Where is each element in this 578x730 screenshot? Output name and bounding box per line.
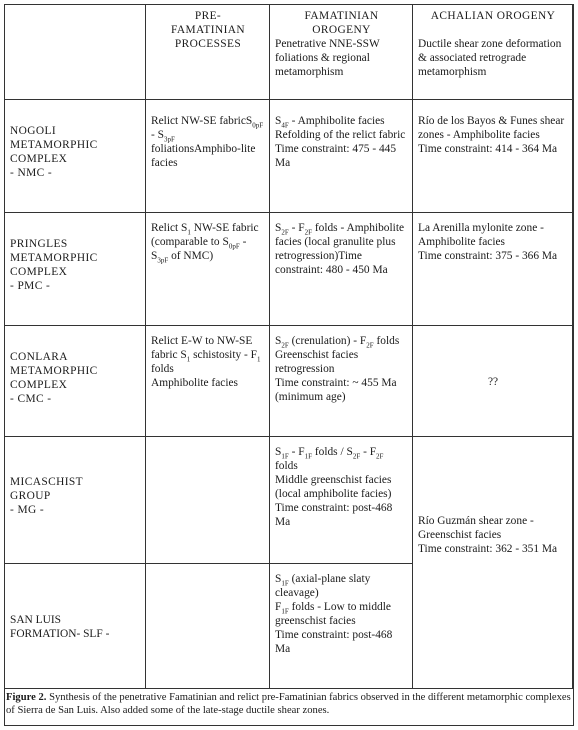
cell-pre-slf: [146, 564, 270, 689]
cell-fam-pmc: $S_{2F} - F_{2F}$ folds - Amphibolite facies (local granulite plus retrogression)Time constraint: 480 - 450 Ma: [270, 213, 413, 326]
figure-caption: [6, 691, 572, 717]
row-label-pmc: PRINGLES METAMORPHIC COMPLEX - PMC -: [5, 213, 146, 326]
cell-pre-pmc: Relict $S_1$ NW-SE fabric (comparable to $S_{0pF} - S_{3pF}$ of NMC): [146, 213, 270, 326]
row-label-nmc: NOGOLI METAMORPHIC COMPLEX - NMC -: [5, 100, 146, 213]
header-pre-famatinian: PRE- FAMATINIAN PROCESSES: [146, 5, 270, 100]
caption-label: Figure 2.: [6, 692, 47, 703]
cell-fam-cmc: $S_{2F}$ (crenulation) - $F_{2F}$ folds Greenschist facies retrogression Time constraint: ~ 455 Ma (minimum age): [270, 326, 413, 437]
cell-ach-mg-slf: Río Guzmán shear zone - Greenschist facies Time constraint: 362 - 351 Ma: [413, 437, 573, 689]
cell-fam-nmc: $S_{4F}$ - Amphibolite facies Refolding of the relict fabric Time constraint: 475 - 445 Ma: [270, 100, 413, 213]
cell-ach-pmc: La Arenilla mylonite zone - Amphibolite facies Time constraint: 375 - 366 Ma: [413, 213, 573, 326]
cell-fam-slf: $S_{1F}$ (axial-plane slaty cleavage) $F_{1F}$ folds - Low to middle greenschist facies Time constraint: post-468 Ma: [270, 564, 413, 689]
header-achalian: [413, 5, 573, 100]
table-row: [5, 437, 573, 564]
cell-fam-mg: $S_{1F} - F_{1F}$ folds / $S_{2F} - F_{2F}$ folds Middle greenschist facies (local amphibolite facies) Time constraint: post-468 Ma: [270, 437, 413, 564]
header-empty-cell: [5, 5, 146, 100]
cell-ach-cmc: ??: [413, 326, 573, 437]
header-row: [5, 5, 573, 100]
header-famatinian-title: FAMATINIAN OROGENY: [304, 10, 379, 36]
caption-text: Synthesis of the penetrative Famatinian and relict pre-Famatinian fabrics observed in the different metamorphic complexes of Sierra de San Luis. Also added some of the late-stage ductile shear zones.: [6, 692, 571, 716]
header-famatinian-sub: Penetrative NNE-SSW foliations & regional metamorphism: [275, 38, 380, 78]
row-label-slf: SAN LUIS FORMATION- SLF -: [5, 564, 146, 689]
header-achalian-sub: Ductile shear zone deformation & associated retrograde metamorphism: [418, 38, 562, 78]
synthesis-table: [4, 4, 573, 689]
table-row: [5, 100, 573, 213]
header-famatinian: [270, 5, 413, 100]
row-label-cmc: CONLARA METAMORPHIC COMPLEX - CMC -: [5, 326, 146, 437]
cell-pre-cmc: Relict E-W to NW-SE fabric $S_1$ schistosity - $F_1$ folds Amphibolite facies: [146, 326, 270, 437]
table-row: [5, 326, 573, 437]
header-achalian-title: ACHALIAN OROGENY: [430, 10, 556, 22]
table-row: [5, 213, 573, 326]
cell-pre-mg: [146, 437, 270, 564]
cell-ach-nmc: Río de los Bayos & Funes shear zones - Amphibolite facies Time constraint: 414 - 364 Ma: [413, 100, 573, 213]
row-label-mg: MICASCHIST GROUP - MG -: [5, 437, 146, 564]
cell-pre-nmc: Relict NW-SE fabricS$_{0pF}$ - $S_{3pF}$ foliationsAmphibo-lite facies: [146, 100, 270, 213]
